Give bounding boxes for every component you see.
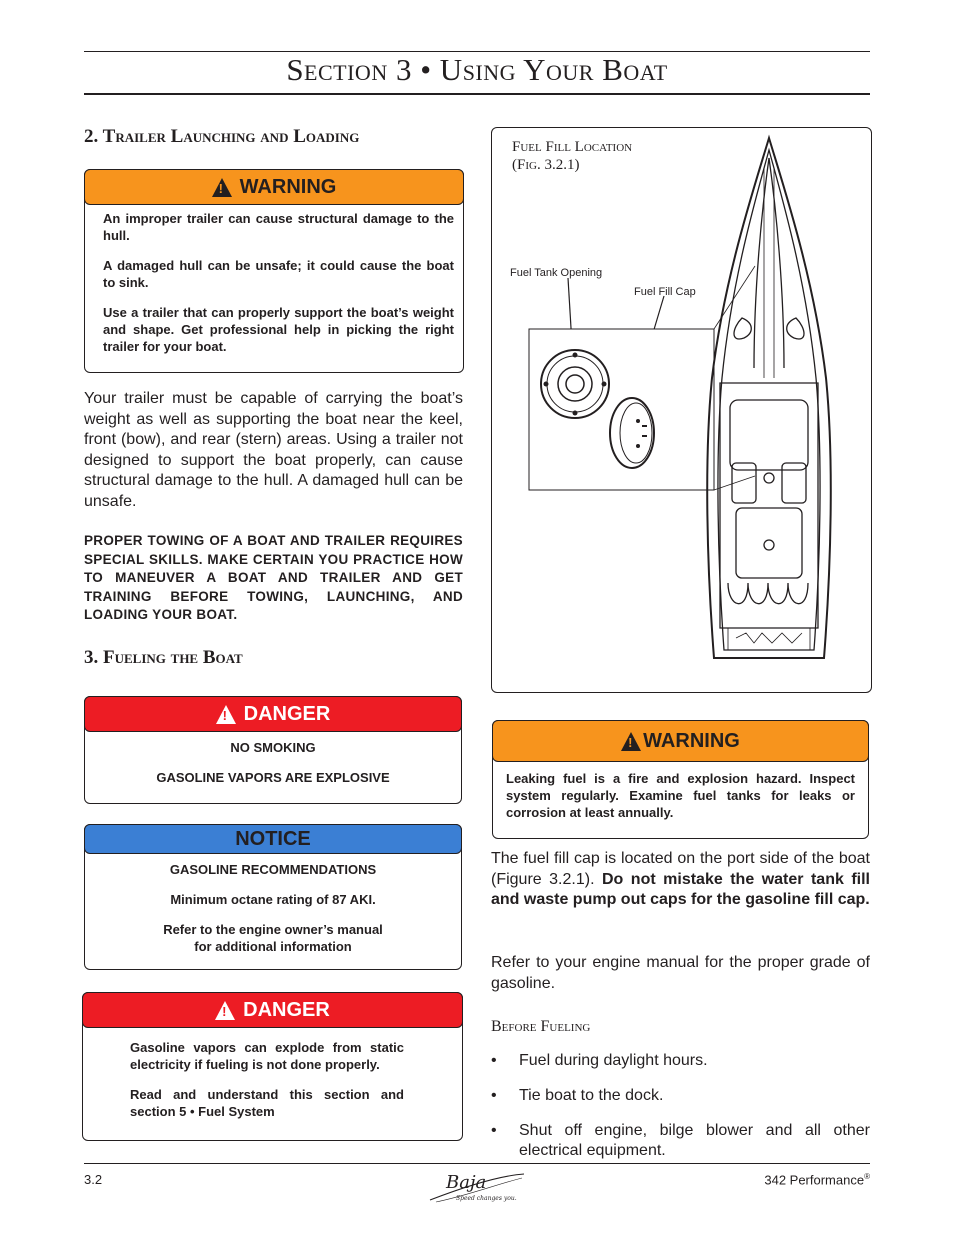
- title-rule: [84, 93, 870, 95]
- notice-line-2: Minimum octane rating of 87 AKI.: [170, 892, 376, 907]
- warning-line-3: Use a trailer that can properly support the boat’s weight and shape. Get professional help in picking the right trailer for your boat.: [103, 305, 454, 354]
- baja-logo: [426, 1170, 528, 1206]
- trailer-heading: 2. Trailer Launching and Loading: [84, 126, 360, 147]
- baja-logo-tagline: Speed changes you.: [456, 1195, 517, 1202]
- towing-caution-text: PROPER TOWING OF A BOAT AND TRAILER REQUIRES SPECIAL SKILLS. MAKE CERTAIN YOU PRACTICE HOW TO MANEUVER A BOAT AND TRAILER AND GET TRAINING BEFORE TOWING, LAUNCHING, AND LOADING YOUR BOAT.: [84, 533, 463, 622]
- fuel-fill-figure: [491, 127, 872, 693]
- label-fuel-tank-opening: Fuel Tank Opening: [510, 267, 603, 279]
- section-title: Section 3 • Using Your Boat: [286, 52, 668, 87]
- notice-box: [84, 824, 462, 970]
- danger-text-2: [130, 1039, 404, 1133]
- baja-logo-text: Baja: [446, 1172, 487, 1193]
- fuel-cap-paragraph: [491, 849, 870, 911]
- warning-text: [103, 210, 454, 368]
- trailer-paragraph-text: Your trailer must be capable of carrying the boat’s weight as well as supporting the boat near the keel, front (bow), and rear (stern) areas. Using a trailer not designed to support the boat properly, can cause structural damage to the hull. A damaged hull can be unsafe.: [84, 390, 463, 510]
- danger2-line-1: Gasoline vapors can explode from static electricity if fueling is not done properly.: [130, 1040, 404, 1072]
- fuel-tank-opening-icon: [541, 350, 609, 418]
- model-name: 342 Performance®: [764, 1172, 870, 1188]
- page-number: 3.2: [84, 1172, 103, 1187]
- danger-label-2: DANGER: [243, 998, 330, 1021]
- danger-line-1: NO SMOKING: [230, 740, 316, 755]
- notice-label: NOTICE: [235, 827, 311, 850]
- notice-line-3: Refer to the engine owner’s manual: [163, 922, 383, 937]
- figure-caption-ref: (Fig. 3.2.1): [512, 157, 580, 173]
- notice-line-4: for additional information: [194, 939, 352, 954]
- danger-label: DANGER: [243, 702, 331, 725]
- danger2-line-2: Read and understand this section and section 5 • Fuel System: [130, 1087, 404, 1119]
- danger-icon: !: [216, 705, 236, 724]
- trailer-warning-box: [84, 169, 464, 373]
- fuel-cap-bold-text: Do not mistake the water tank fill and waste pump out caps for the gasoline fill cap.: [491, 870, 871, 908]
- label-fuel-fill-cap: Fuel Fill Cap: [634, 286, 696, 298]
- warning-icon: !: [212, 178, 232, 197]
- before-fueling-heading: Before Fueling: [491, 1018, 591, 1035]
- notice-text: [85, 861, 461, 968]
- fueling-heading: 3. Fueling the Boat: [84, 647, 243, 668]
- warning-label: WARNING: [239, 175, 337, 198]
- boat-diagram: [492, 128, 871, 692]
- danger-line-2: GASOLINE VAPORS ARE EXPLOSIVE: [156, 770, 390, 785]
- fuel-leak-warning-box: [492, 720, 869, 839]
- danger-header-2: [82, 992, 463, 1028]
- figure-caption-title: Fuel Fill Location: [512, 139, 633, 155]
- fuel-warning-header: [492, 720, 869, 762]
- registered-mark: ®: [864, 1172, 870, 1181]
- danger-text: [85, 739, 461, 799]
- warning-header: [84, 169, 464, 205]
- danger-icon-2: !: [215, 1001, 235, 1020]
- danger-header: [84, 696, 462, 732]
- fuel-warning-text: Leaking fuel is a fire and explosion hazard. Inspect system regularly. Examine fuel tanks for leaks or corrosion at least annually.: [506, 771, 855, 820]
- fuel-warning-icon: !: [621, 732, 641, 751]
- notice-line-1: GASOLINE RECOMMENDATIONS: [169, 862, 377, 877]
- boat-top-view: [707, 138, 831, 658]
- danger-box-static: [82, 992, 463, 1141]
- danger-box-smoking: [84, 696, 462, 804]
- warning-line-1: An improper trailer can cause structural damage to the hull.: [103, 211, 454, 243]
- fuel-warning-label: WARNING: [643, 729, 740, 752]
- footer-rule: [84, 1163, 870, 1164]
- warning-line-2: A damaged hull can be unsafe; it could cause the boat to sink.: [103, 258, 454, 290]
- fuel-fill-cap-icon: [610, 398, 654, 468]
- fuel-cap-text: The fuel fill cap is located on the port side of the boat (Figure 3.2.1).: [491, 850, 870, 888]
- trailer-paragraph: [84, 389, 463, 512]
- engine-manual-paragraph: Refer to your engine manual for the proper grade of gasoline.: [491, 954, 870, 992]
- notice-header: [84, 824, 462, 854]
